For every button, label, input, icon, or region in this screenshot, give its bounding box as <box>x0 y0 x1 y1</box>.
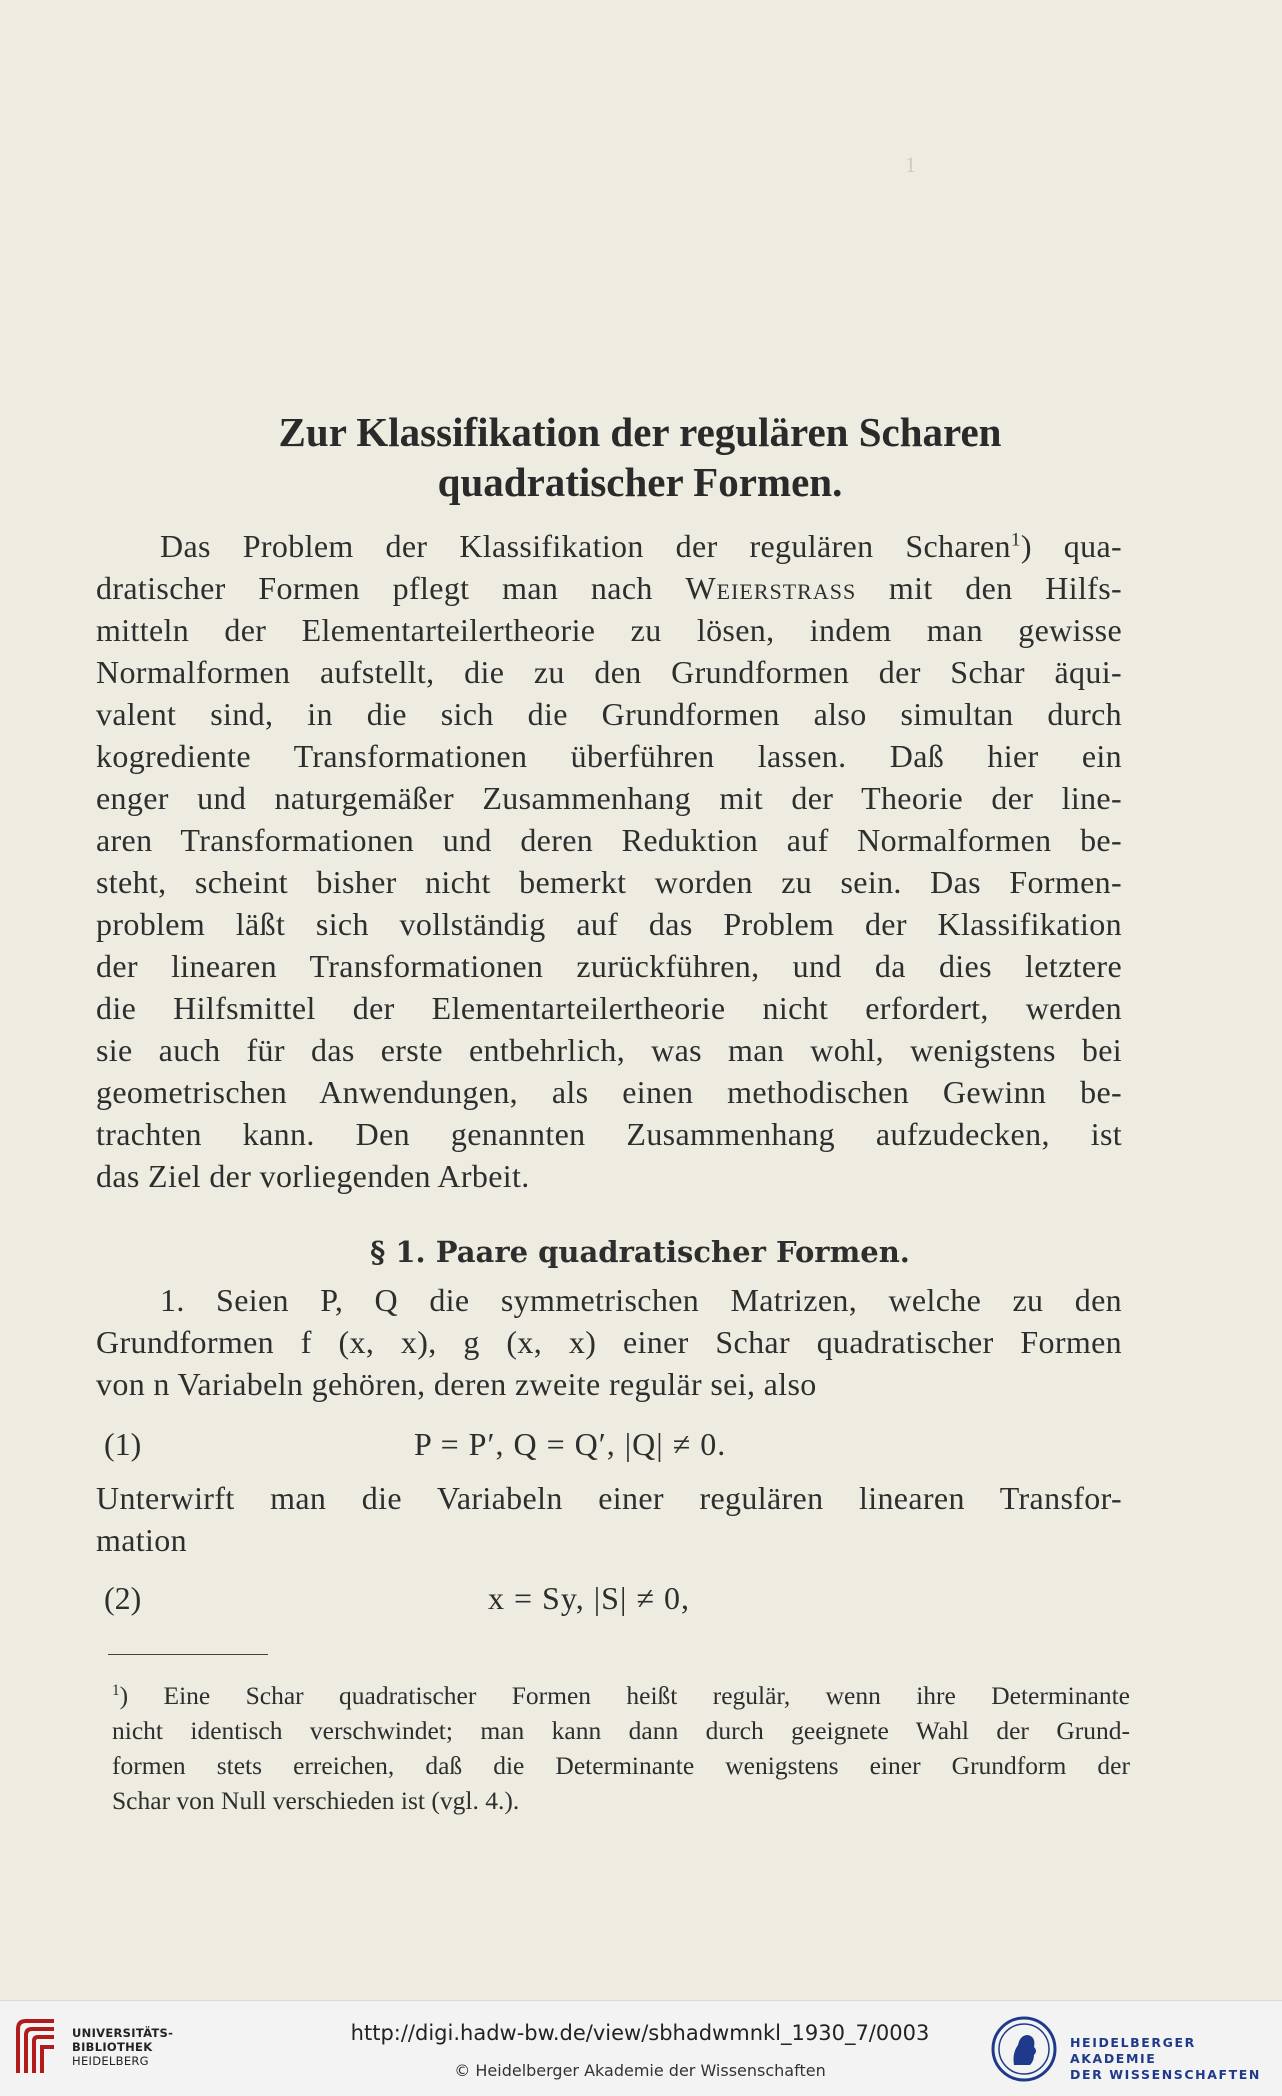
equation-number-2: (2) <box>104 1580 142 1616</box>
footnote-reference: 1 <box>1010 529 1021 551</box>
university-library-name: UNIVERSITÄTS- BIBLIOTHEK HEIDELBERG <box>72 2026 174 2068</box>
para2-line: mation <box>96 1522 187 1558</box>
intro-line: Normalformen aufstellt, die zu den Grundformen der Schar äqui- <box>96 654 1122 690</box>
intro-line: enger und naturgemäßer Zusammenhang mit der Theorie der line- <box>96 780 1122 816</box>
footnote-marker: 1 <box>112 1681 120 1699</box>
equation-1: P = P′, Q = Q′, |Q| ≠ 0. <box>414 1426 727 1462</box>
footnote-line: formen stets erreichen, daß die Determinante wenigstens einer Grundform der <box>112 1751 1130 1780</box>
intro-line: geometrischen Anwendungen, als einen methodischen Gewinn be- <box>96 1074 1122 1110</box>
title-line-2: quadratischer Formen. <box>437 459 843 505</box>
intro-line: kogrediente Transformationen überführen lassen. Daß hier ein <box>96 738 1122 774</box>
author-name: Weierstrass <box>685 570 857 606</box>
para1-line: Grundformen f (x, x), g (x, x) einer Schar quadratischer Formen <box>96 1324 1122 1360</box>
intro-line: dratischer Formen pflegt man nach Weierstrass mit den Hilfs- <box>96 570 1123 606</box>
footnote-rule <box>108 1654 268 1655</box>
academy-seal-logo <box>990 2015 1058 2083</box>
academy-name: HEIDELBERGER AKADEMIE DER WISSENSCHAFTEN <box>1070 2035 1261 2082</box>
intro-line: aren Transformationen und deren Reduktion auf Normalformen be- <box>96 822 1122 858</box>
intro-line: problem läßt sich vollständig auf das Problem der Klassifikation <box>96 906 1122 942</box>
university-library-logo <box>14 2017 58 2077</box>
equation-2: x = Sy, |S| ≠ 0, <box>488 1580 690 1616</box>
copyright-notice: © Heidelberger Akademie der Wissenschaften <box>454 2061 826 2080</box>
intro-line: Das Problem der Klassifikation der regulären Scharen$^1$) qua- <box>160 528 1122 564</box>
intro-line: valent sind, in die sich die Grundformen also simultan durch <box>96 696 1122 732</box>
intro-line: trachten kann. Den genannten Zusammenhang aufzudecken, ist <box>96 1116 1122 1152</box>
intro-line: sie auch für das erste entbehrlich, was man wohl, wenigstens bei <box>96 1032 1122 1068</box>
footnote-line: Schar von Null verschieden ist (vgl. 4.). <box>112 1786 520 1815</box>
intro-line: mitteln der Elementarteilertheorie zu lösen, indem man gewisse <box>96 612 1122 648</box>
equation-number-1: (1) <box>104 1426 142 1462</box>
section-heading: § 1. Paare quadratischer Formen. <box>370 1235 910 1269</box>
intro-line: das Ziel der vorliegenden Arbeit. <box>96 1158 530 1194</box>
intro-line: steht, scheint bisher nicht bemerkt worden zu sein. Das Formen- <box>96 864 1122 900</box>
footnote-line: nicht identisch verschwindet; man kann dann durch geeignete Wahl der Grund- <box>112 1716 1130 1745</box>
footnote-line: $^1$) Eine Schar quadratischer Formen heißt regulär, wenn ihre Determinante <box>112 1681 1130 1710</box>
intro-line: die Hilfsmittel der Elementarteilertheorie nicht erfordert, werden <box>96 990 1122 1026</box>
page-number-mark: 1 <box>905 152 916 177</box>
intro-line: der linearen Transformationen zurückführen, und da dies letztere <box>96 948 1122 984</box>
para1-line: von n Variabeln gehören, deren zweite regulär sei, also <box>96 1366 817 1402</box>
title-line-1: Zur Klassifikation der regulären Scharen <box>278 409 1002 455</box>
permalink-url[interactable]: http://digi.hadw-bw.de/view/sbhadwmnkl_1930_7/0003 <box>350 2021 930 2045</box>
viewer-footer <box>0 2000 1282 2096</box>
para2-line: Unterwirft man die Variabeln einer regulären linearen Transfor- <box>96 1480 1122 1516</box>
para1-line: 1. Seien P, Q die symmetrischen Matrizen, welche zu den <box>160 1282 1122 1318</box>
